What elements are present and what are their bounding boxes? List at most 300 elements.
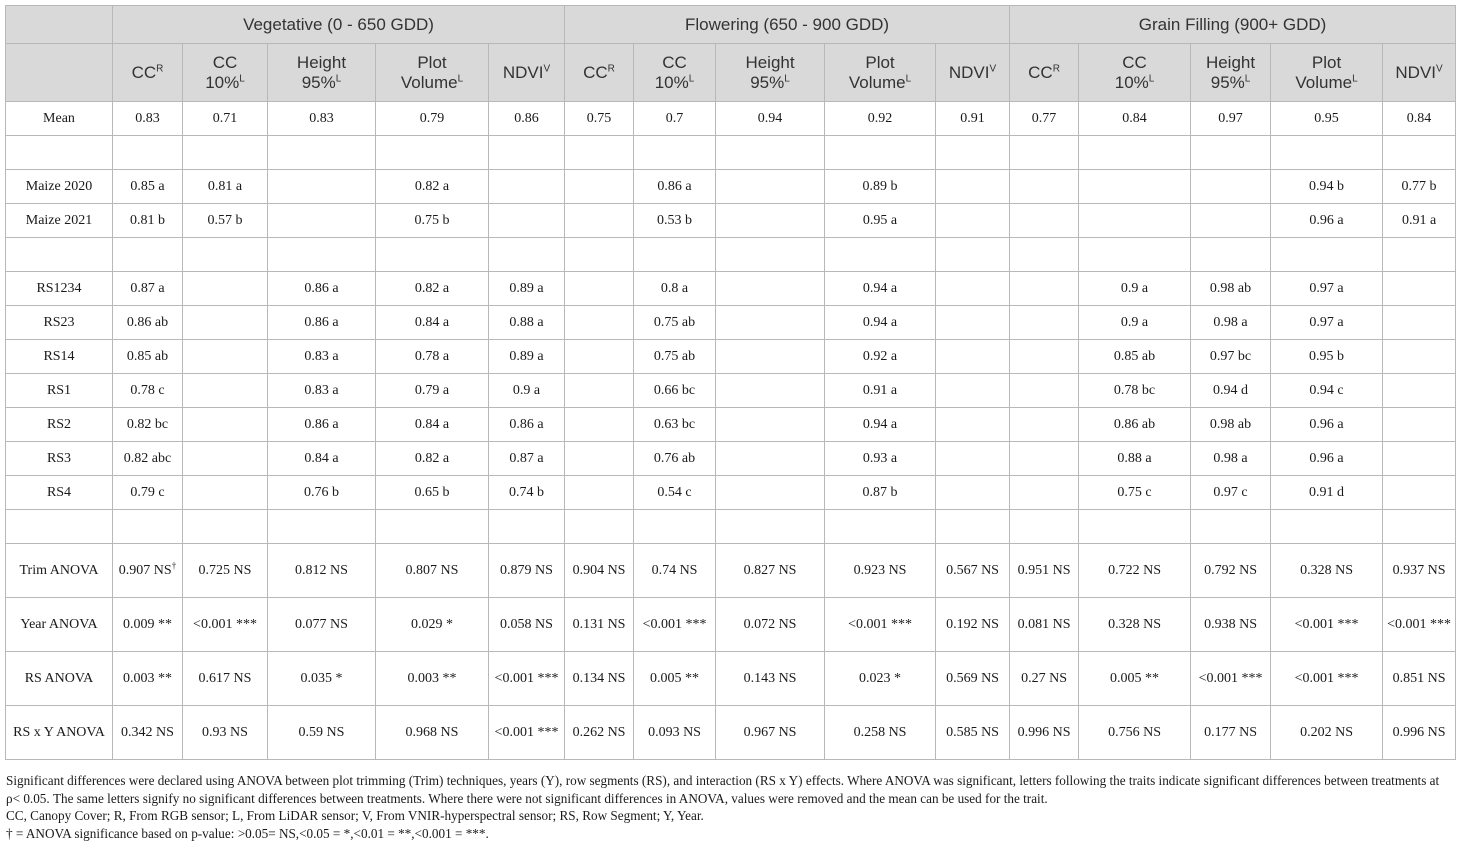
anova-value: 0.143 NS [743, 670, 797, 686]
table-cell: 0.86 a [268, 306, 376, 340]
table-cell [565, 136, 634, 170]
table-row [6, 340, 1456, 374]
table-cell [1010, 442, 1079, 476]
column-header-text: NDVI [948, 62, 990, 82]
table-cell: 0.92 a [825, 340, 936, 374]
anova-cell [1191, 652, 1271, 706]
table-cell: 0.85 a [113, 170, 183, 204]
sensor-superscript: L [688, 72, 695, 84]
column-header [936, 44, 1010, 102]
anova-cell [1191, 544, 1271, 598]
column-header [1191, 44, 1271, 102]
anova-cell [113, 706, 183, 760]
table-cell [716, 272, 825, 306]
anova-value: 0.996 NS [1017, 724, 1071, 740]
table-cell: 0.66 bc [634, 374, 716, 408]
column-header-text: CC [1122, 52, 1147, 72]
anova-cell [1079, 652, 1191, 706]
table-cell: 0.78 a [376, 340, 489, 374]
table-cell [1191, 204, 1271, 238]
anova-value: 0.023 * [859, 670, 902, 686]
table-cell: 0.91 a [1383, 204, 1456, 238]
anova-value: 0.74 NS [651, 562, 698, 578]
anova-cell [1079, 544, 1191, 598]
row-label: Mean [6, 102, 113, 136]
table-cell: 0.82 abc [113, 442, 183, 476]
anova-cell [716, 544, 825, 598]
table-cell [565, 170, 634, 204]
anova-value: 0.058 NS [500, 616, 553, 632]
table-cell: 0.96 a [1271, 442, 1383, 476]
anova-value: 0.923 NS [853, 562, 907, 578]
column-header-text: Volume [1295, 72, 1353, 92]
anova-cell [1010, 652, 1079, 706]
sensor-superscript: V [543, 62, 551, 74]
anova-cell [268, 544, 376, 598]
row-label: Maize 2020 [6, 170, 113, 204]
table-cell: 0.86 a [634, 170, 716, 204]
sensor-superscript: R [1052, 62, 1060, 74]
anova-value: <0.001 *** [1387, 616, 1451, 632]
column-header-text: CC [212, 52, 238, 72]
anova-value: 0.968 NS [405, 724, 459, 740]
table-cell [1010, 204, 1079, 238]
table-cell: 0.89 b [825, 170, 936, 204]
table-cell: 0.86 ab [113, 306, 183, 340]
anova-cell [113, 544, 183, 598]
anova-cell [565, 652, 634, 706]
anova-value: 0.342 NS [121, 724, 174, 740]
table-cell [183, 442, 268, 476]
table-cell: 0.82 a [376, 170, 489, 204]
dagger-mark: † [171, 559, 177, 570]
corner-cell [6, 44, 113, 102]
table-footnotes [6, 772, 1456, 842]
table-cell: 0.83 [268, 102, 376, 136]
table-cell: 0.89 a [489, 340, 565, 374]
table-cell [1191, 136, 1271, 170]
anova-cell [489, 652, 565, 706]
anova-value: <0.001 *** [1294, 616, 1359, 632]
table-row [6, 238, 1456, 272]
table-cell: 0.77 [1010, 102, 1079, 136]
anova-cell [376, 706, 489, 760]
table-cell: 0.98 a [1191, 442, 1271, 476]
anova-value: <0.001 *** [494, 670, 559, 686]
row-label: RS23 [6, 306, 113, 340]
anova-value: 0.009 ** [123, 616, 172, 632]
anova-cell [716, 652, 825, 706]
anova-value: 0.938 NS [1204, 616, 1257, 632]
table-cell [268, 170, 376, 204]
anova-value: 0.328 NS [1108, 616, 1161, 632]
anova-cell [1271, 706, 1383, 760]
table-cell [183, 238, 268, 272]
anova-cell [1010, 598, 1079, 652]
table-cell: 0.84 [1079, 102, 1191, 136]
table-cell [634, 136, 716, 170]
anova-cell [825, 652, 936, 706]
column-header [113, 44, 183, 102]
anova-value: 0.093 NS [648, 724, 701, 740]
table-cell: 0.95 b [1271, 340, 1383, 374]
table-cell [1271, 510, 1383, 544]
table-cell [1010, 136, 1079, 170]
anova-value: 0.904 NS [572, 562, 626, 578]
table-cell: 0.97 [1191, 102, 1271, 136]
row-label: RS1 [6, 374, 113, 408]
column-header-text: NDVI [502, 62, 544, 82]
table-cell: 0.84 a [268, 442, 376, 476]
table-cell [1010, 476, 1079, 510]
anova-value: 0.262 NS [572, 724, 626, 740]
table-cell: 0.86 ab [1079, 408, 1191, 442]
table-cell: 0.9 a [1079, 272, 1191, 306]
table-cell [1383, 476, 1456, 510]
table-cell: 0.83 a [268, 340, 376, 374]
anova-cell [489, 706, 565, 760]
table-cell: 0.84 a [376, 408, 489, 442]
table-cell: 0.86 a [489, 408, 565, 442]
table-cell: 0.75 ab [634, 306, 716, 340]
anova-value: 0.725 NS [198, 562, 252, 578]
table-cell: 0.77 b [1383, 170, 1456, 204]
table-cell: 0.87 a [489, 442, 565, 476]
table-cell [1383, 136, 1456, 170]
row-label: RS ANOVA [6, 652, 113, 706]
table-cell [565, 306, 634, 340]
anova-cell [825, 544, 936, 598]
column-header [1271, 44, 1383, 102]
anova-value: <0.001 *** [848, 616, 912, 632]
anova-value: 0.722 NS [1108, 562, 1161, 578]
table-cell [113, 510, 183, 544]
table-cell [1383, 510, 1456, 544]
table-cell [1191, 510, 1271, 544]
anova-value: 0.029 * [411, 616, 453, 632]
anova-cell [634, 598, 716, 652]
footnote-significance: Significant differences were declared using ANOVA between plot trimming (Trim) techniques, years (Y), row segments (RS), and interaction (RS x Y) effects. Where ANOVA was significant, letters following the traits indicate significant differences between treatments at ρ< 0.05. The same letters signify no significant differences between treatments. Where there were not significant differences in ANOVA, values were removed and the mean can be used for the trait. [6, 773, 1440, 806]
table-cell [1079, 170, 1191, 204]
anova-row [6, 598, 1456, 652]
table-cell: 0.87 a [113, 272, 183, 306]
anova-cell [113, 652, 183, 706]
table-cell: 0.65 b [376, 476, 489, 510]
table-cell: 0.75 b [376, 204, 489, 238]
table-cell: 0.63 bc [634, 408, 716, 442]
table-cell [565, 238, 634, 272]
table-cell: 0.98 ab [1191, 408, 1271, 442]
table-cell: 0.97 bc [1191, 340, 1271, 374]
anova-cell [825, 706, 936, 760]
anova-cell [716, 598, 825, 652]
anova-cell [489, 544, 565, 598]
anova-cell [268, 706, 376, 760]
anova-cell [936, 544, 1010, 598]
column-header-text: Height [745, 52, 795, 72]
column-header-text: Height [296, 52, 347, 72]
table-cell: 0.94 a [825, 306, 936, 340]
table-cell: 0.81 b [113, 204, 183, 238]
table-cell [936, 272, 1010, 306]
table-row [6, 442, 1456, 476]
table-cell: 0.75 c [1079, 476, 1191, 510]
table-cell [489, 136, 565, 170]
table-cell [716, 306, 825, 340]
table-cell: 0.94 a [825, 272, 936, 306]
table-cell: 0.91 a [825, 374, 936, 408]
anova-cell [183, 706, 268, 760]
column-header [1383, 44, 1456, 102]
anova-cell [634, 544, 716, 598]
table-cell: 0.97 a [1271, 306, 1383, 340]
table-cell [113, 238, 183, 272]
anova-value: 0.27 NS [1021, 670, 1067, 686]
table-cell: 0.96 a [1271, 204, 1383, 238]
anova-row [6, 706, 1456, 760]
table-cell [489, 170, 565, 204]
table-cell [936, 476, 1010, 510]
anova-value: <0.001 *** [642, 616, 707, 632]
table-cell: 0.86 a [268, 272, 376, 306]
anova-row [6, 652, 1456, 706]
column-header-text: NDVI [1395, 62, 1437, 82]
results-table [5, 5, 1456, 760]
column-header-text: Height [1205, 52, 1256, 72]
sensor-superscript: L [1148, 72, 1155, 84]
table-cell [183, 476, 268, 510]
table-cell [1010, 340, 1079, 374]
anova-cell [1271, 544, 1383, 598]
sensor-superscript: R [607, 62, 615, 74]
table-cell: 0.97 c [1191, 476, 1271, 510]
table-cell [936, 306, 1010, 340]
table-cell: 0.98 a [1191, 306, 1271, 340]
table-cell [183, 340, 268, 374]
anova-value: 0.967 NS [743, 724, 797, 740]
table-cell [183, 374, 268, 408]
table-cell [825, 136, 936, 170]
table-cell: 0.76 ab [634, 442, 716, 476]
anova-value: 0.569 NS [946, 670, 999, 686]
anova-value: 0.996 NS [1392, 724, 1446, 740]
table-row [6, 170, 1456, 204]
table-cell [1010, 408, 1079, 442]
anova-value: 0.328 NS [1300, 562, 1353, 578]
table-cell: 0.91 d [1271, 476, 1383, 510]
column-header-row [6, 44, 1456, 102]
group-header-row [6, 6, 1456, 44]
table-cell [716, 136, 825, 170]
table-cell [716, 510, 825, 544]
anova-value: 0.177 NS [1204, 724, 1257, 740]
table-cell [183, 136, 268, 170]
anova-cell [1079, 706, 1191, 760]
anova-value: 0.005 ** [650, 670, 700, 686]
sensor-superscript: L [1244, 72, 1251, 84]
anova-cell [1191, 706, 1271, 760]
table-cell: 0.88 a [1079, 442, 1191, 476]
anova-value: 0.131 NS [572, 616, 626, 632]
column-header-text: 95% [750, 72, 785, 92]
table-cell: 0.79 c [113, 476, 183, 510]
table-cell: 0.82 a [376, 272, 489, 306]
row-label: RS x Y ANOVA [6, 706, 113, 760]
anova-cell [565, 544, 634, 598]
column-header [268, 44, 376, 102]
table-cell: 0.75 [565, 102, 634, 136]
table-cell: 0.7 [634, 102, 716, 136]
table-cell [565, 408, 634, 442]
table-cell [1383, 442, 1456, 476]
anova-cell [1383, 706, 1456, 760]
anova-cell [1383, 598, 1456, 652]
table-cell [936, 204, 1010, 238]
anova-value: <0.001 *** [193, 616, 257, 632]
table-cell: 0.89 a [489, 272, 565, 306]
anova-value: 0.907 NS [118, 562, 172, 578]
table-cell [376, 238, 489, 272]
table-cell [716, 476, 825, 510]
table-cell [1010, 510, 1079, 544]
anova-value: 0.077 NS [295, 616, 348, 632]
anova-value: <0.001 *** [1198, 670, 1263, 686]
table-cell: 0.57 b [183, 204, 268, 238]
anova-value: 0.937 NS [1392, 562, 1446, 578]
table-cell: 0.97 a [1271, 272, 1383, 306]
anova-value: <0.001 *** [494, 724, 559, 740]
column-header [183, 44, 268, 102]
table-cell [716, 204, 825, 238]
table-cell: 0.53 b [634, 204, 716, 238]
anova-value: 0.003 ** [123, 670, 172, 686]
table-cell [936, 510, 1010, 544]
sensor-superscript: R [156, 62, 164, 74]
table-cell: 0.95 a [825, 204, 936, 238]
table-cell [716, 442, 825, 476]
table-cell [183, 272, 268, 306]
column-header [565, 44, 634, 102]
table-cell [268, 238, 376, 272]
column-header [634, 44, 716, 102]
table-cell: 0.54 c [634, 476, 716, 510]
table-cell [1383, 340, 1456, 374]
table-cell: 0.9 a [1079, 306, 1191, 340]
anova-row [6, 544, 1456, 598]
anova-cell [1383, 544, 1456, 598]
table-cell [565, 204, 634, 238]
table-cell [489, 510, 565, 544]
table-cell [1010, 306, 1079, 340]
table-row [6, 306, 1456, 340]
table-cell [376, 136, 489, 170]
column-header [489, 44, 565, 102]
table-row [6, 136, 1456, 170]
anova-value: 0.081 NS [1017, 616, 1071, 632]
table-cell [565, 374, 634, 408]
anova-cell [565, 706, 634, 760]
table-cell: 0.94 a [825, 408, 936, 442]
anova-cell [634, 706, 716, 760]
table-cell [716, 408, 825, 442]
anova-value: 0.792 NS [1204, 562, 1257, 578]
table-row [6, 476, 1456, 510]
table-cell [716, 340, 825, 374]
anova-value: 0.192 NS [946, 616, 999, 632]
table-cell: 0.96 a [1271, 408, 1383, 442]
table-cell: 0.85 ab [1079, 340, 1191, 374]
column-header [376, 44, 489, 102]
anova-value: 0.879 NS [500, 562, 553, 578]
column-header-text: CC [583, 62, 608, 82]
table-row [6, 408, 1456, 442]
anova-cell [376, 598, 489, 652]
anova-value: 0.585 NS [946, 724, 999, 740]
column-header-text: Volume [848, 72, 906, 92]
table-cell [1010, 272, 1079, 306]
row-label: RS14 [6, 340, 113, 374]
anova-value: 0.951 NS [1017, 562, 1071, 578]
table-cell: 0.82 a [376, 442, 489, 476]
anova-cell [936, 598, 1010, 652]
table-cell [113, 136, 183, 170]
table-cell: 0.86 [489, 102, 565, 136]
table-cell [268, 204, 376, 238]
anova-value: 0.827 NS [743, 562, 797, 578]
anova-cell [565, 598, 634, 652]
column-header [825, 44, 936, 102]
row-label [6, 238, 113, 272]
table-cell [1010, 238, 1079, 272]
table-cell [1191, 170, 1271, 204]
table-cell: 0.94 d [1191, 374, 1271, 408]
table-cell: 0.98 ab [1191, 272, 1271, 306]
column-header-text: Plot [417, 52, 447, 72]
anova-cell [936, 706, 1010, 760]
table-cell [1383, 238, 1456, 272]
table-row [6, 272, 1456, 306]
table-cell: 0.78 bc [1079, 374, 1191, 408]
column-header [1079, 44, 1191, 102]
table-cell: 0.79 a [376, 374, 489, 408]
table-cell: 0.71 [183, 102, 268, 136]
anova-cell [268, 598, 376, 652]
table-cell: 0.84 a [376, 306, 489, 340]
anova-value: 0.756 NS [1108, 724, 1161, 740]
anova-cell [113, 598, 183, 652]
table-cell [489, 238, 565, 272]
table-cell [716, 238, 825, 272]
table-cell [936, 374, 1010, 408]
sensor-superscript: L [239, 72, 245, 84]
column-header-text: Volume [400, 72, 458, 92]
anova-value: 0.617 NS [198, 670, 252, 686]
table-cell [1383, 374, 1456, 408]
table-cell [565, 340, 634, 374]
table-cell [825, 510, 936, 544]
table-cell [936, 170, 1010, 204]
row-label: Year ANOVA [6, 598, 113, 652]
table-row [6, 102, 1456, 136]
anova-value: 0.035 * [300, 670, 343, 686]
table-cell [565, 442, 634, 476]
sensor-superscript: L [335, 72, 342, 84]
anova-value: 0.567 NS [946, 562, 999, 578]
table-cell [634, 238, 716, 272]
row-label: Maize 2021 [6, 204, 113, 238]
table-cell [1271, 238, 1383, 272]
table-cell [183, 408, 268, 442]
